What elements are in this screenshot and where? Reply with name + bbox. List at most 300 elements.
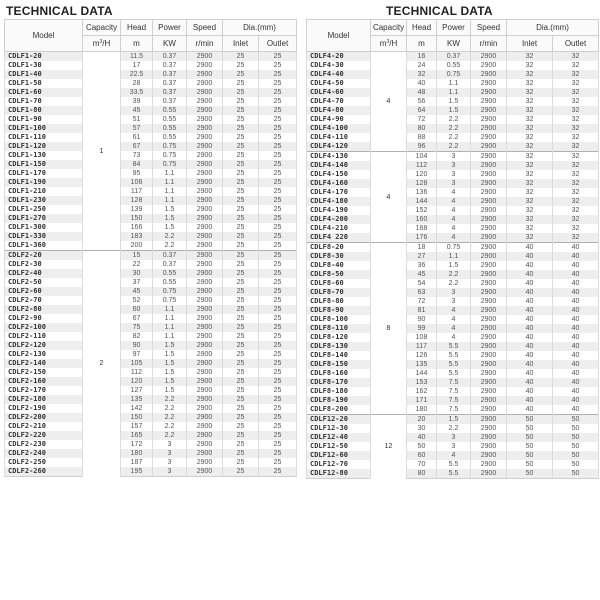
head-cell: 90 xyxy=(121,341,153,350)
model-cell: CDLF8-180 xyxy=(307,387,371,396)
inlet-cell: 25 xyxy=(223,296,259,305)
outlet-cell: 40 xyxy=(553,315,599,324)
table-row xyxy=(5,124,297,133)
power-cell: 0.37 xyxy=(153,61,187,70)
speed-cell: 2900 xyxy=(187,431,223,440)
outlet-cell: 25 xyxy=(259,296,297,305)
head-cell: 200 xyxy=(121,241,153,251)
inlet-cell: 25 xyxy=(223,350,259,359)
head-cell: 52 xyxy=(121,296,153,305)
model-cell: CDLF4-140 xyxy=(307,161,371,170)
model-cell: CDLF4-160 xyxy=(307,179,371,188)
power-cell: 4 xyxy=(437,197,471,206)
model-cell: CDLF1-250 xyxy=(5,205,83,214)
head-cell: 126 xyxy=(407,351,437,360)
head-cell: 30 xyxy=(121,269,153,278)
head-cell: 187 xyxy=(121,458,153,467)
speed-cell: 2900 xyxy=(471,243,507,253)
table-row xyxy=(5,467,297,477)
speed-cell: 2900 xyxy=(471,79,507,88)
table-row xyxy=(5,142,297,151)
outlet-cell: 25 xyxy=(259,124,297,133)
outlet-cell: 25 xyxy=(259,178,297,187)
speed-cell: 2900 xyxy=(187,314,223,323)
table-row xyxy=(5,422,297,431)
header-capacity: Capacity xyxy=(83,20,121,36)
inlet-cell: 25 xyxy=(223,386,259,395)
power-cell: 1.1 xyxy=(437,88,471,97)
table-row xyxy=(5,97,297,106)
power-cell: 4 xyxy=(437,233,471,243)
model-cell: CDLF1-70 xyxy=(5,97,83,106)
inlet-cell: 50 xyxy=(507,442,553,451)
table-row xyxy=(5,241,297,251)
table-row xyxy=(307,405,599,415)
power-cell: 2.2 xyxy=(437,279,471,288)
speed-cell: 2900 xyxy=(187,305,223,314)
speed-cell: 2900 xyxy=(187,323,223,332)
outlet-cell: 25 xyxy=(259,260,297,269)
power-cell: 2.2 xyxy=(153,431,187,440)
power-cell: 1.1 xyxy=(153,314,187,323)
speed-cell: 2900 xyxy=(187,350,223,359)
head-cell: 166 xyxy=(121,223,153,232)
table-row xyxy=(5,151,297,160)
outlet-cell: 25 xyxy=(259,341,297,350)
speed-cell: 2900 xyxy=(471,197,507,206)
capacity-cell: 4 xyxy=(371,152,407,243)
inlet-cell: 25 xyxy=(223,359,259,368)
table-row xyxy=(307,124,599,133)
head-cell: 24 xyxy=(407,61,437,70)
inlet-cell: 50 xyxy=(507,415,553,425)
head-cell: 64 xyxy=(407,106,437,115)
outlet-cell: 25 xyxy=(259,232,297,241)
table-row xyxy=(307,133,599,142)
speed-cell: 2900 xyxy=(471,161,507,170)
outlet-cell: 40 xyxy=(553,342,599,351)
capacity-cell: 4 xyxy=(371,52,407,152)
table-row xyxy=(307,252,599,261)
speed-cell: 2900 xyxy=(471,469,507,479)
power-cell: 0.75 xyxy=(153,287,187,296)
inlet-cell: 32 xyxy=(507,233,553,243)
head-cell: 80 xyxy=(407,469,437,479)
header-power-unit: KW xyxy=(437,36,471,52)
table-row xyxy=(307,279,599,288)
power-cell: 1.5 xyxy=(153,223,187,232)
header-power: Power xyxy=(153,20,187,36)
inlet-cell: 40 xyxy=(507,288,553,297)
outlet-cell: 25 xyxy=(259,368,297,377)
inlet-cell: 32 xyxy=(507,197,553,206)
table-row xyxy=(307,79,599,88)
model-cell: CDLF1-130 xyxy=(5,151,83,160)
head-cell: 72 xyxy=(407,297,437,306)
speed-cell: 2900 xyxy=(471,460,507,469)
inlet-cell: 40 xyxy=(507,351,553,360)
model-cell: CDLF8-50 xyxy=(307,270,371,279)
head-cell: 20 xyxy=(407,415,437,425)
table-row xyxy=(5,178,297,187)
power-cell: 4 xyxy=(437,215,471,224)
speed-cell: 2900 xyxy=(187,196,223,205)
model-cell: CDLF4-210 xyxy=(307,224,371,233)
head-cell: 157 xyxy=(121,422,153,431)
inlet-cell: 25 xyxy=(223,196,259,205)
inlet-cell: 25 xyxy=(223,260,259,269)
inlet-cell: 25 xyxy=(223,278,259,287)
model-cell: CDLF4-90 xyxy=(307,115,371,124)
power-cell: 1.5 xyxy=(437,261,471,270)
speed-cell: 2900 xyxy=(471,369,507,378)
table-row xyxy=(5,431,297,440)
model-cell: CDLF12-80 xyxy=(307,469,371,479)
head-cell: 51 xyxy=(121,115,153,124)
left-technical-data-panel xyxy=(4,4,296,477)
head-cell: 97 xyxy=(121,350,153,359)
table-row xyxy=(5,404,297,413)
inlet-cell: 40 xyxy=(507,324,553,333)
power-cell: 0.55 xyxy=(153,269,187,278)
power-cell: 1.5 xyxy=(153,368,187,377)
head-cell: 37 xyxy=(121,278,153,287)
speed-cell: 2900 xyxy=(187,151,223,160)
model-cell: CDLF8-150 xyxy=(307,360,371,369)
inlet-cell: 40 xyxy=(507,333,553,342)
model-cell: CDLF4 220 xyxy=(307,233,371,243)
model-cell: CDLF1-40 xyxy=(5,70,83,79)
table-row xyxy=(5,115,297,124)
head-cell: 56 xyxy=(407,97,437,106)
model-cell: CDLF1-110 xyxy=(5,133,83,142)
header-head-unit: m xyxy=(121,36,153,52)
table-row xyxy=(307,297,599,306)
inlet-cell: 25 xyxy=(223,151,259,160)
table-row xyxy=(5,196,297,205)
power-cell: 3 xyxy=(153,440,187,449)
table-row xyxy=(307,224,599,233)
inlet-cell: 32 xyxy=(507,97,553,106)
inlet-cell: 25 xyxy=(223,232,259,241)
inlet-cell: 25 xyxy=(223,88,259,97)
model-cell: CDLF8-200 xyxy=(307,405,371,415)
model-cell: CDLF2-100 xyxy=(5,323,83,332)
power-cell: 0.37 xyxy=(153,70,187,79)
head-cell: 108 xyxy=(407,333,437,342)
model-cell: CDLF12-30 xyxy=(307,424,371,433)
speed-cell: 2900 xyxy=(471,261,507,270)
outlet-cell: 40 xyxy=(553,252,599,261)
table-row xyxy=(307,233,599,243)
model-cell: CDLF8-160 xyxy=(307,369,371,378)
head-cell: 142 xyxy=(121,404,153,413)
inlet-cell: 40 xyxy=(507,405,553,415)
table-row xyxy=(5,278,297,287)
outlet-cell: 25 xyxy=(259,404,297,413)
power-cell: 2.2 xyxy=(153,404,187,413)
outlet-cell: 25 xyxy=(259,440,297,449)
head-cell: 95 xyxy=(121,169,153,178)
table-row xyxy=(5,314,297,323)
table-row xyxy=(307,88,599,97)
outlet-cell: 40 xyxy=(553,378,599,387)
power-cell: 0.55 xyxy=(153,124,187,133)
inlet-cell: 40 xyxy=(507,297,553,306)
power-cell: 1.5 xyxy=(153,214,187,223)
head-cell: 45 xyxy=(407,270,437,279)
inlet-cell: 32 xyxy=(507,179,553,188)
head-cell: 180 xyxy=(407,405,437,415)
model-cell: CDLF1-230 xyxy=(5,196,83,205)
inlet-cell: 40 xyxy=(507,270,553,279)
speed-cell: 2900 xyxy=(187,440,223,449)
table-row xyxy=(5,458,297,467)
table-row xyxy=(5,70,297,79)
outlet-cell: 32 xyxy=(553,224,599,233)
head-cell: 39 xyxy=(121,97,153,106)
inlet-cell: 32 xyxy=(507,61,553,70)
speed-cell: 2900 xyxy=(471,351,507,360)
model-cell: CDLF8-130 xyxy=(307,342,371,351)
table-row xyxy=(307,342,599,351)
head-cell: 45 xyxy=(121,287,153,296)
head-cell: 50 xyxy=(407,442,437,451)
header-inlet: Inlet xyxy=(223,36,259,52)
model-cell: CDLF2-70 xyxy=(5,296,83,305)
head-cell: 127 xyxy=(121,386,153,395)
inlet-cell: 25 xyxy=(223,458,259,467)
outlet-cell: 25 xyxy=(259,359,297,368)
outlet-cell: 32 xyxy=(553,161,599,170)
table-row xyxy=(5,287,297,296)
speed-cell: 2900 xyxy=(187,115,223,124)
power-cell: 7.5 xyxy=(437,378,471,387)
outlet-cell: 32 xyxy=(553,79,599,88)
outlet-cell: 32 xyxy=(553,179,599,188)
speed-cell: 2900 xyxy=(187,386,223,395)
head-cell: 67 xyxy=(121,142,153,151)
model-cell: CDLF12-60 xyxy=(307,451,371,460)
outlet-cell: 25 xyxy=(259,323,297,332)
speed-cell: 2900 xyxy=(471,433,507,442)
table-row xyxy=(307,387,599,396)
speed-cell: 2900 xyxy=(187,124,223,133)
power-cell: 1.1 xyxy=(153,178,187,187)
head-cell: 176 xyxy=(407,233,437,243)
speed-cell: 2900 xyxy=(187,269,223,278)
power-cell: 1.1 xyxy=(437,79,471,88)
head-cell: 61 xyxy=(121,133,153,142)
model-cell: CDLF2-60 xyxy=(5,287,83,296)
model-cell: CDLF8-190 xyxy=(307,396,371,405)
model-cell: CDLF2-140 xyxy=(5,359,83,368)
outlet-cell: 25 xyxy=(259,287,297,296)
right-table-body xyxy=(307,52,599,479)
table-row xyxy=(5,413,297,422)
power-cell: 3 xyxy=(437,152,471,162)
speed-cell: 2900 xyxy=(471,360,507,369)
table-row xyxy=(307,106,599,115)
speed-cell: 2900 xyxy=(471,61,507,70)
inlet-cell: 25 xyxy=(223,160,259,169)
speed-cell: 2900 xyxy=(471,424,507,433)
model-cell: CDLF8-40 xyxy=(307,261,371,270)
power-cell: 0.55 xyxy=(153,133,187,142)
speed-cell: 2900 xyxy=(471,133,507,142)
model-cell: CDLF1-360 xyxy=(5,241,83,251)
head-cell: 72 xyxy=(407,115,437,124)
inlet-cell: 32 xyxy=(507,133,553,142)
outlet-cell: 50 xyxy=(553,433,599,442)
outlet-cell: 32 xyxy=(553,142,599,152)
model-cell: CDLF1-170 xyxy=(5,169,83,178)
model-cell: CDLF2-240 xyxy=(5,449,83,458)
table-row xyxy=(307,469,599,479)
model-cell: CDLF8-70 xyxy=(307,288,371,297)
table-row xyxy=(5,232,297,241)
model-cell: CDLF1-300 xyxy=(5,223,83,232)
model-cell: CDLF1-20 xyxy=(5,52,83,62)
head-cell: 135 xyxy=(407,360,437,369)
outlet-cell: 25 xyxy=(259,458,297,467)
power-cell: 4 xyxy=(437,206,471,215)
power-cell: 1.5 xyxy=(153,205,187,214)
speed-cell: 2900 xyxy=(471,442,507,451)
table-row xyxy=(5,350,297,359)
table-row xyxy=(5,106,297,115)
speed-cell: 2900 xyxy=(187,88,223,97)
speed-cell: 2900 xyxy=(471,270,507,279)
model-cell: CDLF8-110 xyxy=(307,324,371,333)
model-cell: CDLF4-20 xyxy=(307,52,371,62)
outlet-cell: 25 xyxy=(259,97,297,106)
outlet-cell: 25 xyxy=(259,241,297,251)
head-cell: 150 xyxy=(121,214,153,223)
speed-cell: 2900 xyxy=(471,288,507,297)
speed-cell: 2900 xyxy=(471,179,507,188)
model-cell: CDLF1-30 xyxy=(5,61,83,70)
header-capacity: Capacity xyxy=(371,20,407,36)
header-head: Head xyxy=(407,20,437,36)
inlet-cell: 25 xyxy=(223,52,259,62)
inlet-cell: 25 xyxy=(223,467,259,477)
head-cell: 22.5 xyxy=(121,70,153,79)
power-cell: 1.1 xyxy=(153,332,187,341)
header-power-unit: KW xyxy=(153,36,187,52)
head-cell: 128 xyxy=(121,196,153,205)
model-cell: CDLF2-220 xyxy=(5,431,83,440)
power-cell: 2.2 xyxy=(437,142,471,152)
table-row xyxy=(5,341,297,350)
power-cell: 5.5 xyxy=(437,469,471,479)
outlet-cell: 25 xyxy=(259,422,297,431)
inlet-cell: 32 xyxy=(507,79,553,88)
head-cell: 120 xyxy=(407,170,437,179)
inlet-cell: 25 xyxy=(223,70,259,79)
head-cell: 144 xyxy=(407,369,437,378)
head-cell: 57 xyxy=(121,124,153,133)
table-row xyxy=(307,70,599,79)
model-cell: CDLF8-30 xyxy=(307,252,371,261)
model-cell: CDLF4-120 xyxy=(307,142,371,152)
head-cell: 40 xyxy=(407,433,437,442)
power-cell: 3 xyxy=(153,458,187,467)
table-row xyxy=(307,315,599,324)
inlet-cell: 32 xyxy=(507,115,553,124)
inlet-cell: 25 xyxy=(223,142,259,151)
power-cell: 2.2 xyxy=(153,413,187,422)
inlet-cell: 25 xyxy=(223,440,259,449)
model-cell: CDLF1-150 xyxy=(5,160,83,169)
outlet-cell: 25 xyxy=(259,305,297,314)
table-row xyxy=(307,433,599,442)
power-cell: 3 xyxy=(153,467,187,477)
speed-cell: 2900 xyxy=(187,205,223,214)
power-cell: 7.5 xyxy=(437,405,471,415)
outlet-cell: 25 xyxy=(259,160,297,169)
left-section-title: TECHNICAL DATA xyxy=(6,4,113,18)
speed-cell: 2900 xyxy=(187,368,223,377)
table-row xyxy=(307,243,599,253)
table-row xyxy=(307,170,599,179)
speed-cell: 2900 xyxy=(471,142,507,152)
power-cell: 1.5 xyxy=(153,350,187,359)
speed-cell: 2900 xyxy=(187,187,223,196)
model-cell: CDLF2-230 xyxy=(5,440,83,449)
power-cell: 3 xyxy=(437,442,471,451)
power-cell: 1.1 xyxy=(153,323,187,332)
outlet-cell: 25 xyxy=(259,205,297,214)
outlet-cell: 50 xyxy=(553,424,599,433)
head-cell: 195 xyxy=(121,467,153,477)
head-cell: 96 xyxy=(407,142,437,152)
head-cell: 18 xyxy=(407,243,437,253)
outlet-cell: 25 xyxy=(259,196,297,205)
inlet-cell: 32 xyxy=(507,152,553,162)
left-spec-table xyxy=(4,19,297,477)
inlet-cell: 25 xyxy=(223,341,259,350)
speed-cell: 2900 xyxy=(471,215,507,224)
model-cell: CDLF2-90 xyxy=(5,314,83,323)
model-cell: CDLF4-180 xyxy=(307,197,371,206)
inlet-cell: 25 xyxy=(223,124,259,133)
outlet-cell: 25 xyxy=(259,52,297,62)
inlet-cell: 25 xyxy=(223,395,259,404)
header-speed-unit: r/min xyxy=(471,36,507,52)
outlet-cell: 40 xyxy=(553,324,599,333)
model-cell: CDLF1-100 xyxy=(5,124,83,133)
power-cell: 1.1 xyxy=(153,169,187,178)
outlet-cell: 25 xyxy=(259,377,297,386)
power-cell: 0.37 xyxy=(153,97,187,106)
outlet-cell: 40 xyxy=(553,306,599,315)
head-cell: 28 xyxy=(121,79,153,88)
capacity-cell: 1 xyxy=(83,52,121,251)
speed-cell: 2900 xyxy=(471,387,507,396)
outlet-cell: 50 xyxy=(553,460,599,469)
outlet-cell: 25 xyxy=(259,115,297,124)
outlet-cell: 32 xyxy=(553,88,599,97)
model-cell: CDLF4-200 xyxy=(307,215,371,224)
power-cell: 4 xyxy=(437,306,471,315)
inlet-cell: 50 xyxy=(507,460,553,469)
capacity-cell: 8 xyxy=(371,243,407,415)
inlet-cell: 40 xyxy=(507,243,553,253)
head-cell: 80 xyxy=(407,124,437,133)
outlet-cell: 40 xyxy=(553,351,599,360)
header-diameter: Dia.(mm) xyxy=(507,20,599,36)
